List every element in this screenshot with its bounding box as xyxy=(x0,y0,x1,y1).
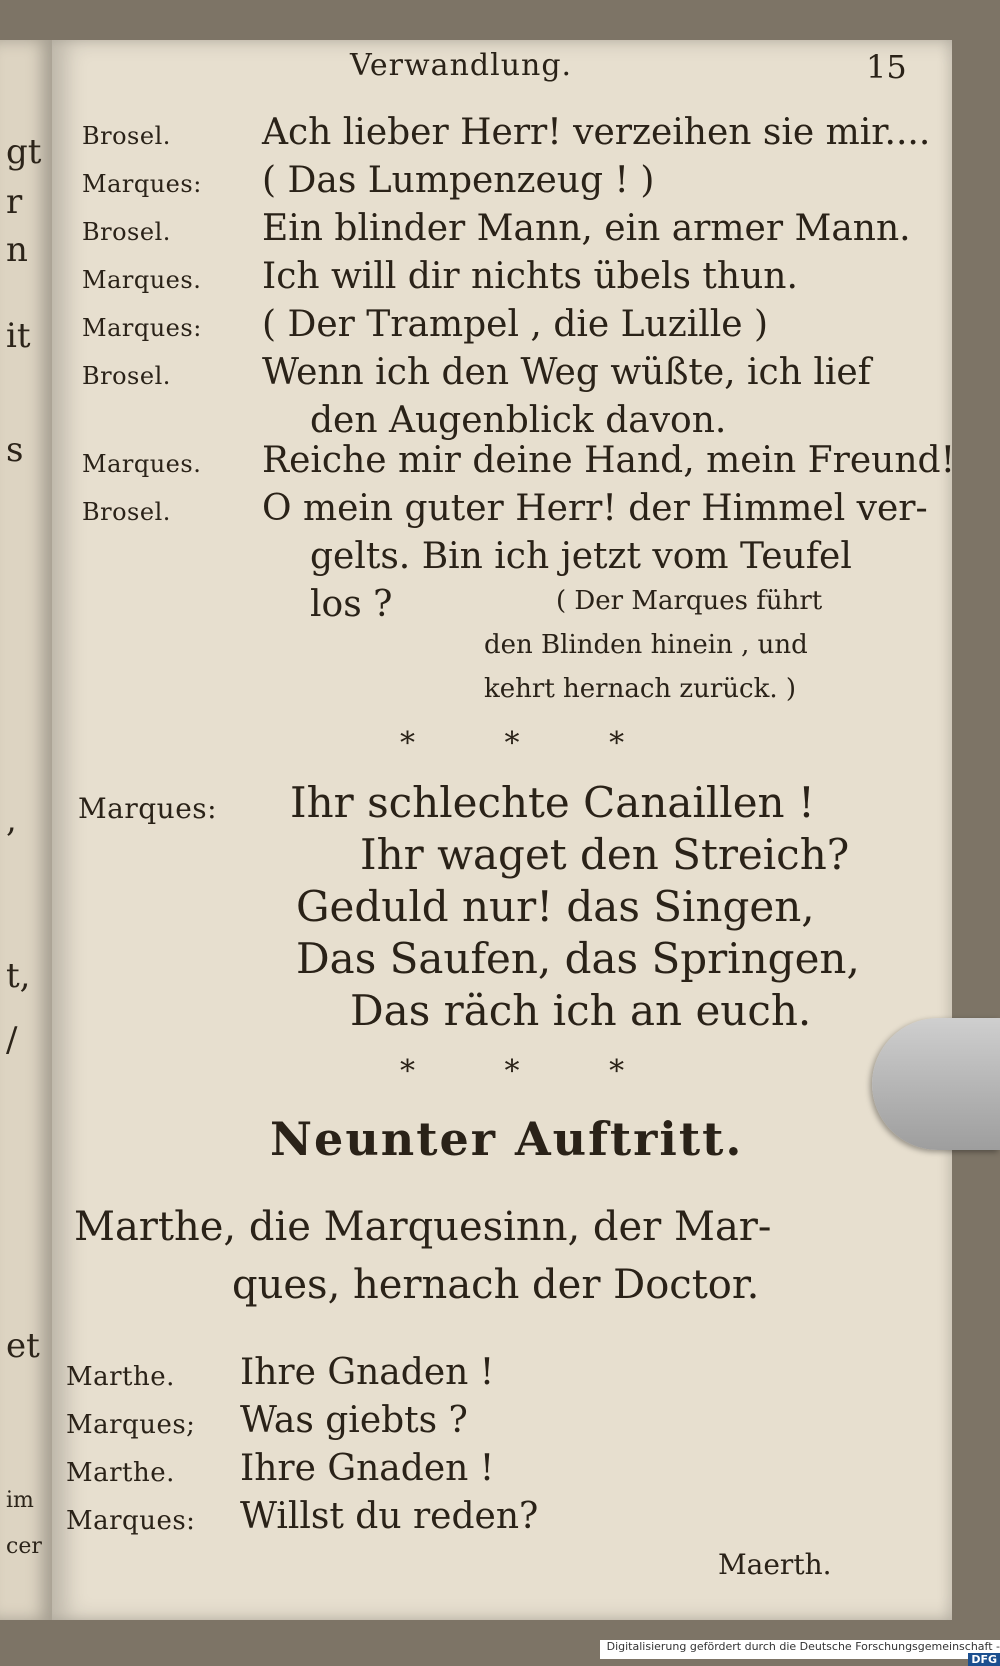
prev-page-fragment: t, xyxy=(6,956,31,996)
ornament-divider: * * * xyxy=(400,1054,665,1089)
prev-page-fragment: im xyxy=(6,1488,34,1513)
speech-line: Ach lieber Herr! verzeihen sie mir.... xyxy=(262,112,931,153)
speech-line: Ihre Gnaden ! xyxy=(240,1352,495,1393)
speaker-name: Marthe. xyxy=(66,1362,175,1392)
prev-page-fragment: cer xyxy=(6,1534,42,1559)
prev-page-fragment: n xyxy=(6,230,28,270)
speaker-name: Marques: xyxy=(66,1506,196,1536)
speech-line: Ihre Gnaden ! xyxy=(240,1448,495,1489)
speech-line: Ich will dir nichts übels thun. xyxy=(262,256,798,297)
song-line: Ihr waget den Streich? xyxy=(360,830,850,879)
speech-line: Willst du reden? xyxy=(240,1496,539,1537)
song-line: Ihr schlechte Canaillen ! xyxy=(290,778,815,827)
speech-line: Wenn ich den Weg wüßte, ich lief xyxy=(262,352,871,393)
cast-line: ques, hernach der Doctor. xyxy=(232,1262,760,1308)
dfg-logo: DFG xyxy=(968,1653,1000,1666)
running-head: Verwandlung. xyxy=(350,48,573,83)
catchword: Maerth. xyxy=(718,1548,832,1581)
speaker-name: Marques: xyxy=(78,792,218,825)
prev-page-fragment: et xyxy=(6,1326,40,1366)
speech-line: Ein blinder Mann, ein armer Mann. xyxy=(262,208,911,249)
song-line: Das Saufen, das Springen, xyxy=(296,934,860,983)
prev-page-fragment: s xyxy=(6,430,24,470)
stage-direction-line: ( Der Marques führt xyxy=(556,586,823,616)
scene-heading: Neunter Auftritt. xyxy=(270,1112,744,1166)
speech-line: Was giebts ? xyxy=(240,1400,468,1441)
song-line: Das räch ich an euch. xyxy=(350,986,812,1035)
speaker-name: Brosel. xyxy=(82,498,171,526)
speaker-name: Marques; xyxy=(66,1410,196,1440)
speech-line: ( Der Trampel , die Luzille ) xyxy=(262,304,769,345)
speaker-name: Marques: xyxy=(82,170,202,198)
footer-credit xyxy=(600,1640,1000,1666)
prev-page-fragment: r xyxy=(6,182,23,222)
footer-text: Digitalisierung gefördert durch die Deutsche Forschungsgemeinschaft - xyxy=(606,1640,1000,1653)
prev-page-fragment: / xyxy=(6,1020,18,1060)
cast-line: Marthe, die Marquesinn, der Mar- xyxy=(74,1204,772,1250)
page-number: 15 xyxy=(866,48,907,86)
speech-line: Reiche mir deine Hand, mein Freund! xyxy=(262,440,956,481)
speaker-name: Brosel. xyxy=(82,218,171,246)
speech-continuation: los ? xyxy=(310,584,393,625)
prev-page-fragment: it xyxy=(6,316,31,356)
speech-line: ( Das Lumpenzeug ! ) xyxy=(262,160,655,201)
stage-direction-line: den Blinden hinein , und xyxy=(484,630,808,660)
prev-page-fragment: gt xyxy=(6,132,42,172)
speech-continuation: den Augenblick davon. xyxy=(310,400,727,441)
speaker-name: Marques: xyxy=(82,314,202,342)
previous-page-edge xyxy=(0,40,54,1620)
speaker-name: Marques. xyxy=(82,450,202,478)
ornament-divider: * * * xyxy=(400,726,665,761)
speech-continuation: gelts. Bin ich jetzt vom Teufel xyxy=(310,536,852,577)
prev-page-fragment: , xyxy=(6,800,17,840)
speaker-name: Brosel. xyxy=(82,122,171,150)
stage-direction-line: kehrt hernach zurück. ) xyxy=(484,674,797,704)
speech-line: O mein guter Herr! der Himmel ver- xyxy=(262,488,928,529)
speaker-name: Marthe. xyxy=(66,1458,175,1488)
speaker-name: Marques. xyxy=(82,266,202,294)
song-line: Geduld nur! das Singen, xyxy=(296,882,815,931)
page-marker-tab xyxy=(872,1018,1000,1150)
speaker-name: Brosel. xyxy=(82,362,171,390)
